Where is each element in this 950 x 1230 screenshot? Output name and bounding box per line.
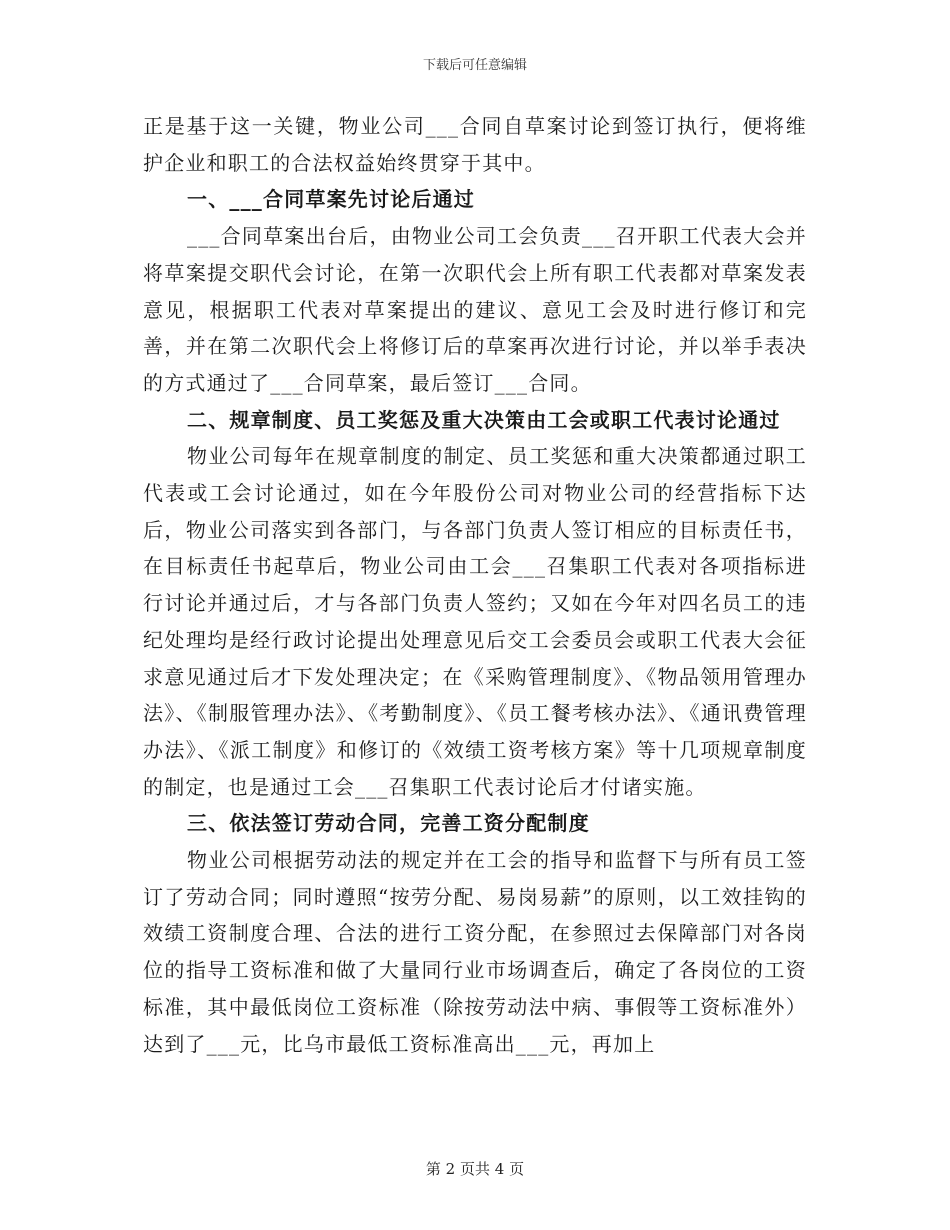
section-3-paragraph: 物业公司根据劳动法的规定并在工会的指导和监督下与所有员工签订了劳动合同；同时遵照“按劳分配、易岗易薪”的原则，以工效挂钩的效绩工资制度合理、合法的进行工资分配，在参照过去保障部门对各岗位的指导工资标准和做了大量同行业市场调查后，确定了各岗位的工资标准，其中最低岗位工资标准（除按劳动法中病、事假等工资标准外）达到了___元，比乌市最低工资标准高出___元，再加上 <box>143 848 807 1056</box>
page-header: 下载后可任意编辑 <box>422 58 527 73</box>
section-2-heading: 二、规章制度、员工奖惩及重大决策由工会或职工代表讨论通过 <box>187 407 781 432</box>
section-1-heading: 一、___合同草案先讨论后通过 <box>187 187 475 212</box>
page-footer: 第 2 页共 4 页 <box>425 1160 525 1178</box>
section-2-paragraph: 物业公司每年在规章制度的制定、员工奖惩和重大决策都通过职工代表或工会讨论通过，如在今年股份公司对物业公司的经营指标下达后，物业公司落实到各部门，与各部门负责人签订相应的目标责任书，在目标责任书起草后，物业公司由工会___召集职工代表对各项指标进行讨论并通过后，才与各部门负责人签约；又如在今年对四名员工的违纪处理均是经行政讨论提出处理意见后交工会委员会或职工代表大会征求意见通过后才下发处理决定；在《采购管理制度》、《物品领用管理办法》、《制服管理办法》、《考勤制度》、《员工餐考核办法》、《通讯费管理办法》、《派工制度》和修订的《效绩工资考核方案》等十几项规章制度的制定，也是通过工会___召集职工代表讨论后才付诸实施。 <box>143 444 807 799</box>
section-3-heading: 三、依法签订劳动合同，完善工资分配制度 <box>187 811 590 836</box>
document-body <box>143 108 807 1062</box>
section-1-paragraph: ___合同草案出台后，由物业公司工会负责___召开职工代表大会并将草案提交职代会讨论，在第一次职代会上所有职工代表都对草案发表意见，根据职工代表对草案提出的建议、意见工会及时进行修订和完善，并在第二次职代会上将修订后的草案再次进行讨论，并以举手表决的方式通过了___合同草案，最后签订___合同。 <box>143 224 807 395</box>
intro-paragraph: 正是基于这一关键，物业公司___合同自草案讨论到签订执行，便将维护企业和职工的合法权益始终贯穿于其中。 <box>143 114 807 175</box>
